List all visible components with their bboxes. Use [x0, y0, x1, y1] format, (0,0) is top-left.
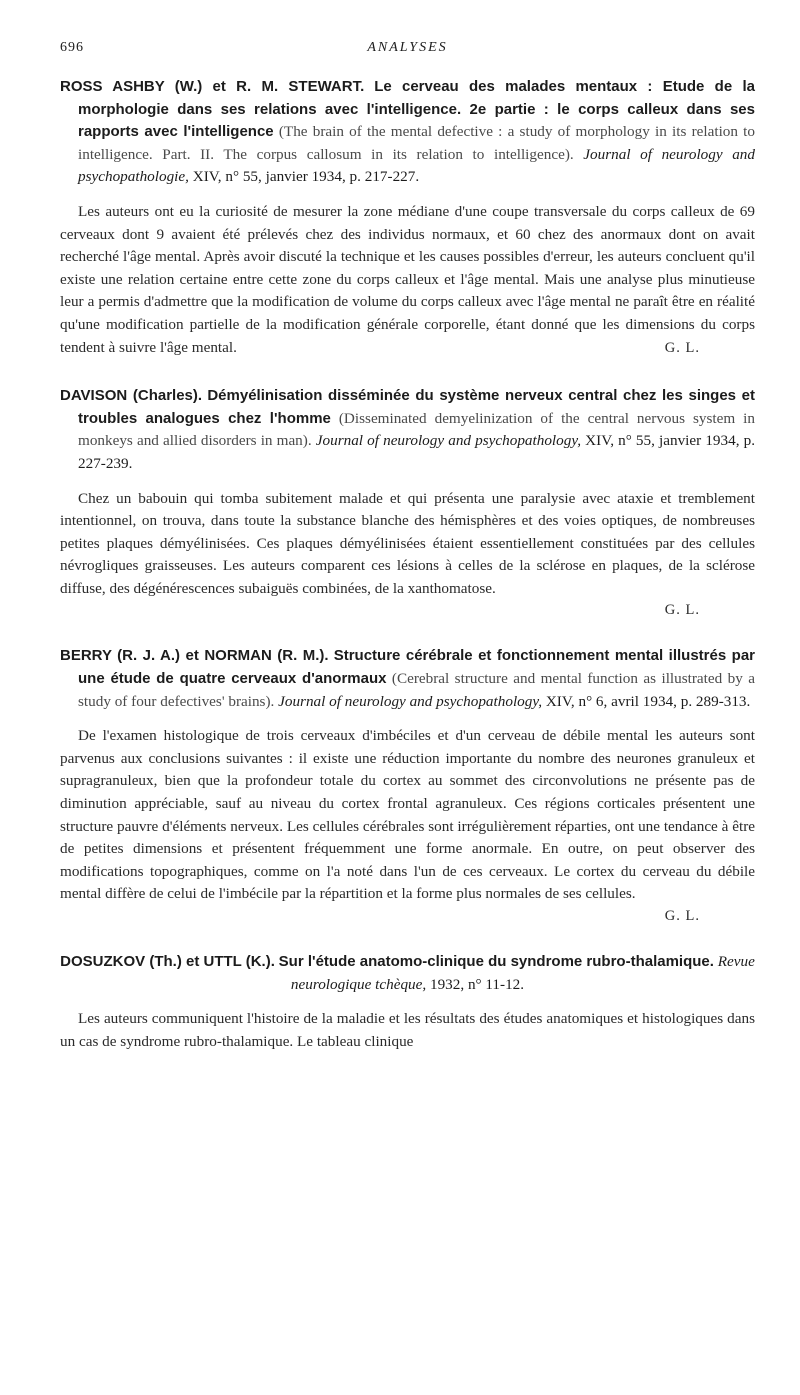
french-title: Sur l'étude anatomo-clinique du syndrome rubro-thalamique.: [278, 953, 714, 970]
running-head: [60, 40, 755, 76]
abstract-body: De l'examen histologique de trois cerveaux d'imbéciles et d'un cerveau de débile mental les auteurs sont parvenus aux conclusions suivantes : il existe une réduction importante du nombre des neurones granuleux et supragranuleux, bien que la profondeur totale du cortex au sommet des circonvolutions ne présente pas de diminution appréciable, sauf au niveau du cortex frontal agranuleux. Ces régions corticales présentent une structure pauvre d'éléments nerveux. Les cellules cérébrales sont irrégulièrement réparties, ont une tendance à être de petites dimensions et présentent fréquemment une forme anormale. En outre, on peut observer des modifications topographiques, comme on l'a noté dans l'un de ces cerveaux. Le cortex du cerveau du débile mental diffère de celui de l'imbécile par la répartition et la forme plus normales de ses cellules.: [60, 727, 755, 903]
journal-name: Revue neurologique tchèque,: [290, 953, 755, 993]
signature: G. L.: [664, 908, 700, 924]
reference: [60, 951, 755, 996]
reference: [60, 645, 755, 713]
french-title: Démyélinisation disséminée du système nerveux central chez les singes et troubles analogues chez l'homme: [78, 387, 755, 427]
abstract-entry-1: [60, 76, 755, 359]
abstract-entry-3: [60, 645, 755, 925]
page: [60, 40, 755, 1079]
signature: G. L.: [664, 339, 700, 356]
french-title: Le cerveau des malades mentaux : Etude de la morphologie dans ses relations avec l'intelligence. 2e partie : le corps calleux dans ses rapports avec l'intelligence: [78, 78, 755, 141]
running-title: ANALYSES: [367, 40, 448, 55]
authors: BERRY (R. J. A.) et NORMAN (R. M.).: [60, 647, 329, 665]
authors: DAVISON (Charles).: [60, 387, 203, 405]
journal-name: Journal of neurology and psychopathologie,: [78, 145, 755, 186]
abstract-entry-2: [60, 385, 755, 619]
abstract-entry-4: [60, 951, 755, 1053]
citation: XIV, n° 6, avril 1934, p. 289-313.: [545, 692, 751, 710]
reference: [60, 76, 755, 189]
page-number: 696: [60, 40, 84, 55]
journal-name: Journal of neurology and psychopathology,: [278, 692, 543, 710]
authors: ROSS ASHBY (W.) et R. M. STEWART.: [60, 78, 365, 95]
authors: DOSUZKOV (Th.) et UTTL (K.).: [60, 953, 275, 970]
french-title: Structure cérébrale et fonctionnement mental illustrés par une étude de quatre cerveaux d'anormaux: [78, 647, 756, 688]
reference: [60, 385, 755, 475]
citation: XIV, n° 55, janvier 1934, p. 227-239.: [78, 432, 756, 472]
abstract-body: Les auteurs ont eu la curiosité de mesurer la zone médiane d'une coupe transversale du corps calleux de 69 cerveaux dont 9 avaient été prélevés chez des individus normaux, et 60 chez des anormaux dont on avait recherché l'âge mental. Après avoir discuté la technique et les causes possibles d'erreur, les auteurs concluent qu'il existe une relation certaine entre cette zone du corps calleux et l'âge mental. Mais une analyse plus minutieuse leur a permis d'admettre que la modification de volume du corps calleux avec l'âge mental ne paraît être en réalité qu'une modification partielle de la modification générale corporelle, étant donné que les dimensions du corps tendent à suivre l'âge mental. G. L.: [60, 201, 755, 359]
english-title: (Disseminated demyelinization of the central nervous system in monkeys and allied disorders in man).: [78, 409, 755, 450]
english-title: (The brain of the mental defective : a study of morphology in its relation to intelligence. Part. II. The corpus callosum in its relation to intelligence).: [78, 123, 755, 163]
journal-name: Journal of neurology and psychopathology,: [315, 432, 582, 450]
abstract-body: Chez un babouin qui tomba subitement malade et qui présenta une paralysie avec ataxie et tremblement intentionnel, on trouva, dans toute la substance blanche des hémisphères et des voies optiques, de nombreuses petites plaques démyélinisées. Ces plaques démyélinisées étaient essentiellement constituées par des cellules névrogliques graisseuses. Les auteurs comparent ces lésions à celles de la sclérose en plaques, de la sclérose diffuse, des dégénérescences subaiguës combinées, de la xanthomatose.: [60, 489, 755, 597]
citation: 1932, n° 11-12.: [429, 975, 525, 993]
signature: G. L.: [664, 602, 700, 619]
abstract-body: Les auteurs communiquent l'histoire de la maladie et les résultats des études anatomiques et histologiques dans un cas de syndrome rubro-thalamique. Le tableau clinique: [60, 1010, 755, 1050]
citation: XIV, n° 55, janvier 1934, p. 217-227.: [192, 168, 420, 186]
english-title: (Cerebral structure and mental function as illustrated by a study of four defectives' brains).: [78, 670, 755, 710]
